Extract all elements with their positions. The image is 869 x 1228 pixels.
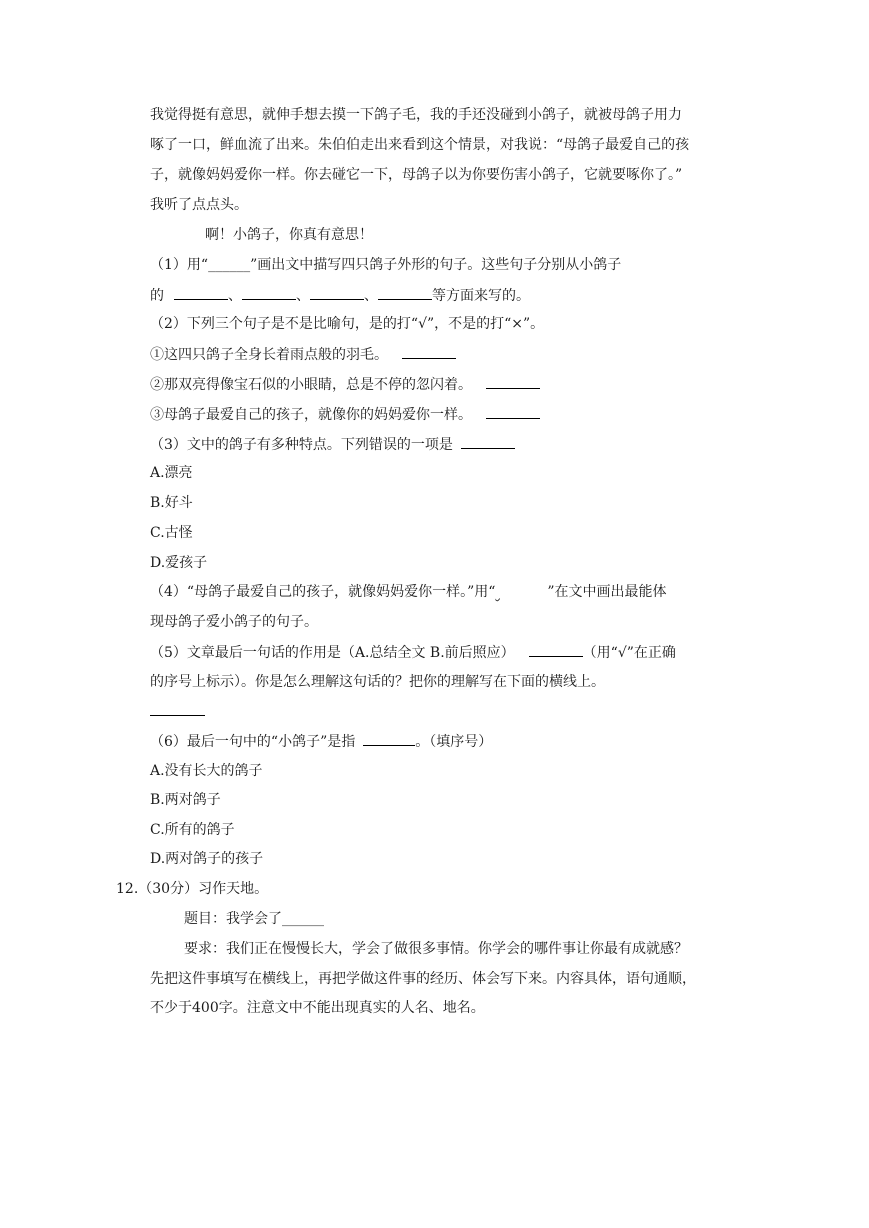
- answer-blank[interactable]: [242, 285, 296, 300]
- question-4-line: [150, 612, 318, 632]
- option-text: A.漂亮: [150, 465, 193, 481]
- answer-blank[interactable]: [174, 285, 228, 300]
- answer-blank[interactable]: [529, 642, 583, 657]
- stem-text: （3）文中的鸽子有多种特点。下列错误的一项是: [150, 437, 453, 453]
- question-2-stem: [150, 314, 544, 334]
- answer-writing-line[interactable]: [150, 714, 205, 716]
- stem-text: （1）用“: [150, 257, 209, 273]
- passage-closing-line: [205, 225, 373, 245]
- separator-text: 、: [296, 288, 310, 304]
- wavy-line-mark: [495, 582, 547, 596]
- passage-line: [150, 195, 248, 215]
- option-text: D.爱孩子: [150, 555, 208, 571]
- essay-title-line: [184, 909, 324, 929]
- question-2-item: [150, 374, 540, 395]
- item-text: ①这四只鸽子全身长着雨点般的羽毛。: [150, 347, 388, 363]
- question-12-heading: [116, 879, 268, 899]
- question-3-stem: [150, 434, 515, 455]
- passage-text: 子，就像妈妈爱你一样。你去碰它一下，母鸽子以为你要伤害小鸽子，它就要啄你了。”: [150, 167, 683, 183]
- option-b[interactable]: [150, 493, 193, 513]
- option-text: C.所有的鸽子: [150, 822, 235, 838]
- option-text: B.好斗: [150, 495, 193, 511]
- stem-text: ”在文中画出最能体: [547, 584, 667, 600]
- requirement-line: [184, 939, 688, 959]
- passage-text: 啄了一口，鲜血流了出来。朱伯伯走出来看到这个情景，对我说：“母鸽子最爱自己的孩: [150, 137, 690, 153]
- stem-text: 现母鸽子爱小鸽子的句子。: [150, 614, 318, 630]
- option-text: D.两对鸽子的孩子: [150, 851, 264, 867]
- passage-text: 我觉得挺有意思，就伸手想去摸一下鸽子毛，我的手还没碰到小鸽子，就被母鸽子用力: [150, 107, 682, 123]
- separator-text: 、: [228, 288, 242, 304]
- title-label: 题目：我学会了: [184, 911, 282, 927]
- question-4-stem: [150, 582, 667, 602]
- answer-blank[interactable]: [310, 285, 364, 300]
- stem-text: （用“√”在正确: [582, 645, 676, 661]
- question-1-stem: [150, 255, 621, 275]
- question-1-blanks-line: [150, 285, 530, 306]
- separator-text: 、: [364, 288, 378, 304]
- stem-text: （2）下列三个句子是不是比喻句，是的打“√”，不是的打“×”。: [150, 316, 545, 332]
- question-2-item: [150, 404, 540, 425]
- option-a[interactable]: [150, 463, 193, 483]
- passage-text: 啊！小鸽子，你真有意思！: [205, 227, 373, 243]
- option-text: A.没有长大的鸽子: [150, 763, 263, 779]
- heading-text: 12.（30分）习作天地。: [116, 881, 269, 897]
- requirement-line: [150, 969, 696, 989]
- answer-blank[interactable]: [363, 731, 415, 746]
- stem-text: 。（填序号）: [415, 734, 493, 750]
- passage-text: 我听了点点头。: [150, 197, 248, 213]
- answer-blank[interactable]: [486, 374, 540, 389]
- stem-text: ”画出文中描写四只鸽子外形的句子。这些句子分别从小鸽子: [250, 257, 622, 273]
- option-a[interactable]: [150, 761, 263, 781]
- stem-text: 的: [150, 288, 164, 304]
- option-d[interactable]: [150, 553, 207, 573]
- question-2-item: [150, 344, 456, 365]
- title-blank[interactable]: ______: [282, 911, 324, 927]
- answer-blank[interactable]: [378, 285, 432, 300]
- stem-text: 的序号上标示）。你是怎么理解这句话的？把你的理解写在下面的横线上。: [150, 674, 605, 690]
- passage-line: [150, 165, 682, 185]
- item-text: ③母鸽子最爱自己的孩子，就像你的妈妈爱你一样。: [150, 407, 472, 423]
- question-5-line: [150, 672, 605, 692]
- answer-blank[interactable]: [486, 404, 540, 419]
- stem-text: （4）“母鸽子最爱自己的孩子，就像妈妈爱你一样。”用“: [150, 584, 496, 600]
- requirement-text: 先把这件事填写在横线上，再把学做这件事的经历、体会写下来。内容具体，语句通顺，: [150, 971, 696, 987]
- stem-text: （5）文章最后一句话的作用是（A.总结全文 B.前后照应）: [150, 645, 515, 661]
- option-c[interactable]: [150, 523, 193, 543]
- requirement-line: [150, 998, 485, 1018]
- passage-line: [150, 135, 689, 155]
- passage-line: [150, 105, 682, 125]
- question-6-stem: [150, 731, 492, 752]
- answer-blank[interactable]: [461, 434, 515, 449]
- item-text: ②那双亮得像宝石似的小眼睛，总是不停的忽闪着。: [150, 377, 472, 393]
- stem-text: （6）最后一句中的“小鸽子”是指: [150, 734, 356, 750]
- option-d[interactable]: [150, 849, 263, 869]
- requirement-text: 不少于400字。注意文中不能出现真实的人名、地名。: [150, 1000, 485, 1016]
- stem-text: 等方面来写的。: [432, 288, 530, 304]
- option-text: B.两对鸽子: [150, 792, 221, 808]
- answer-blank[interactable]: [402, 344, 456, 359]
- option-b[interactable]: [150, 790, 221, 810]
- option-text: C.古怪: [150, 525, 193, 541]
- underline-mark: ______: [208, 257, 251, 273]
- option-c[interactable]: [150, 820, 235, 840]
- requirement-text: 要求：我们正在慢慢长大，学会了做很多事情。你学会的哪件事让你最有成就感？: [184, 941, 688, 957]
- question-5-stem: [150, 642, 676, 663]
